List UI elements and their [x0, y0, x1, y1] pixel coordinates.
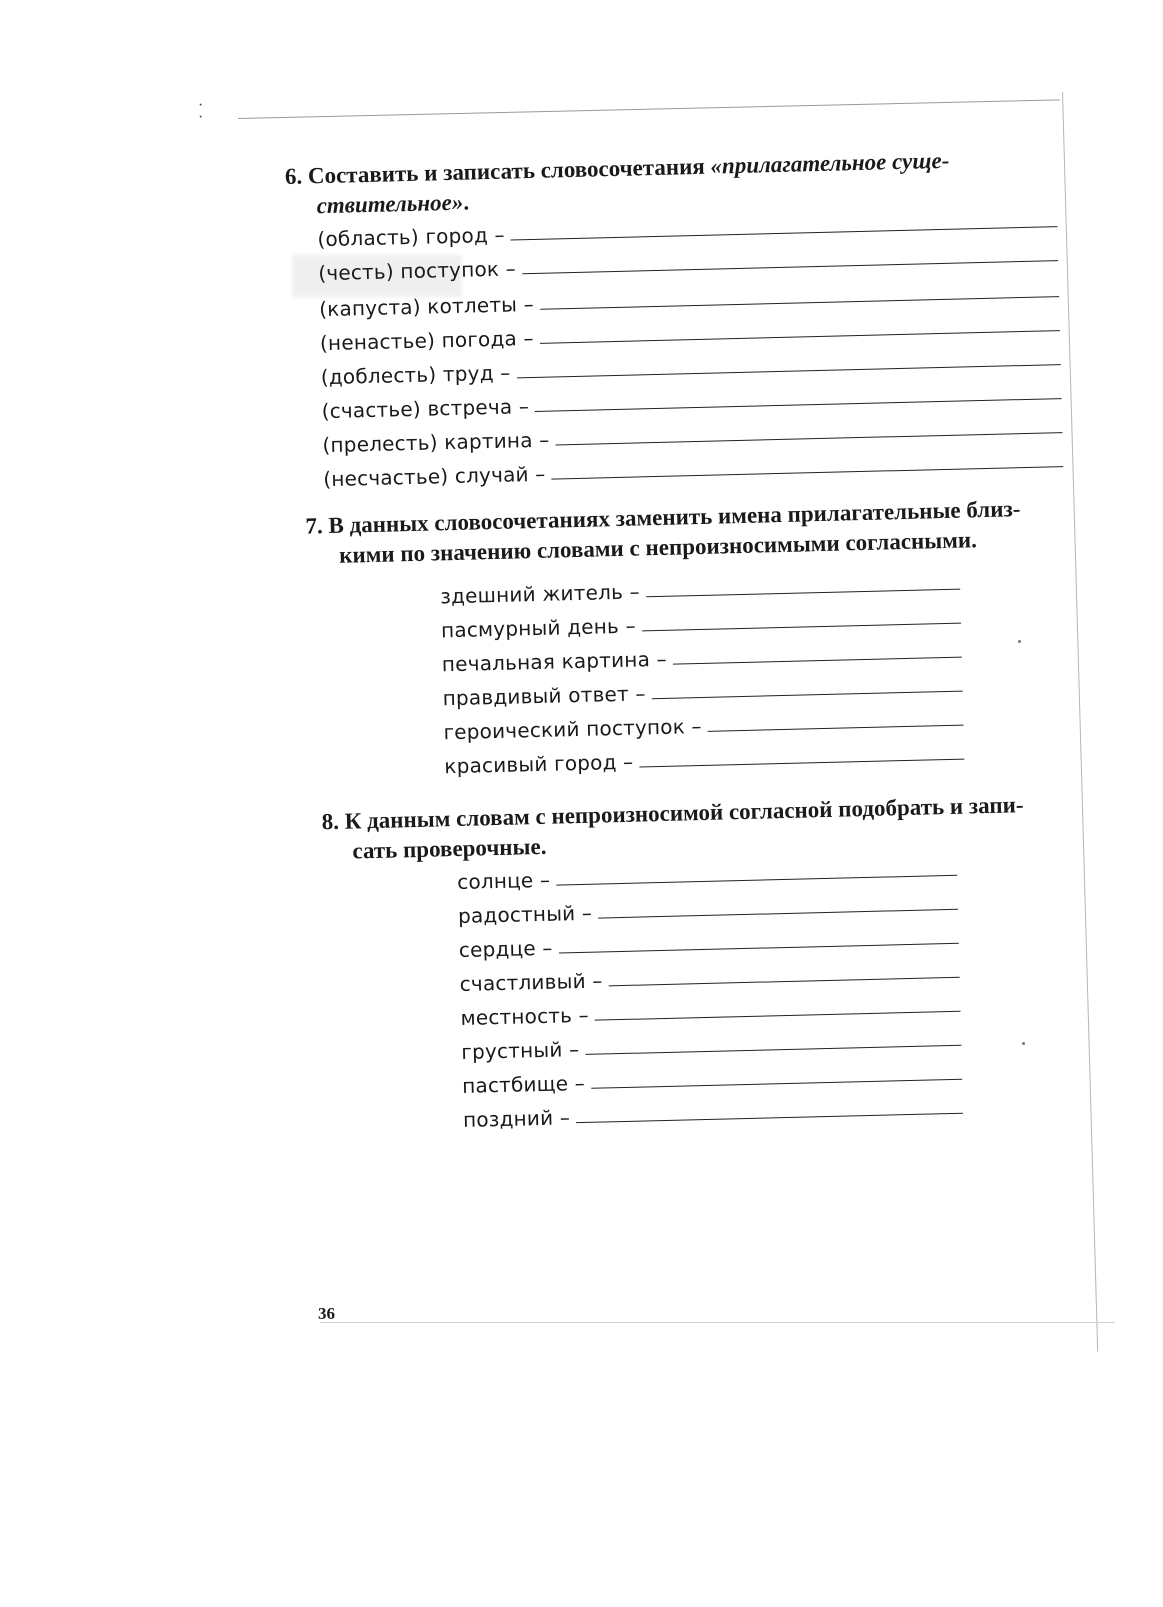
task8-item-label: счастливый – [459, 968, 603, 996]
task7-item-label: пасмурный день – [440, 613, 637, 643]
task7-item-label: правдивый ответ – [442, 681, 646, 711]
task8-item-label: пастбище – [461, 1070, 586, 1098]
task6-item-label: (счастье) встреча – [321, 394, 530, 424]
task8-item [459, 926, 959, 962]
answer-line[interactable] [598, 909, 958, 919]
task6-item-label: (ненастье) погода – [319, 325, 534, 356]
answer-line[interactable] [559, 943, 959, 954]
task7-item [440, 572, 960, 609]
task8-heading-cont: сать проверочные. [352, 833, 547, 864]
answer-line[interactable] [585, 1045, 961, 1055]
task7-item [442, 674, 962, 711]
task8-item [457, 858, 957, 894]
answer-line[interactable] [540, 330, 1060, 344]
task8-item-label: поздний – [462, 1105, 571, 1132]
task6-heading [285, 143, 1066, 192]
answer-line[interactable] [595, 1011, 961, 1021]
task7-heading-cont: кими по значению словами с непроизносимыми согласными. [338, 527, 978, 568]
task8-item [460, 994, 960, 1030]
answer-line[interactable] [540, 296, 1059, 310]
scan-speck [1022, 1042, 1025, 1045]
scan-speck [1018, 640, 1021, 643]
task7-item-label: героический поступок – [443, 713, 703, 745]
task6-item-label: (доблесть) труд – [320, 360, 511, 390]
answer-line[interactable] [642, 623, 961, 632]
answer-line[interactable] [673, 657, 962, 665]
task8-item [459, 960, 959, 996]
scan-mark: · · [198, 97, 204, 126]
task6-text: Составить и записать словосочетания [307, 153, 706, 189]
task7-item-label: печальная картина – [441, 646, 668, 677]
task6-italic: «прилагательное суще- [710, 147, 950, 179]
task7-item-label: здешний житель – [439, 579, 641, 609]
answer-line[interactable] [511, 226, 1058, 240]
answer-line[interactable] [708, 725, 964, 732]
task6-number: 6. [284, 163, 303, 189]
task8-item [461, 1028, 961, 1064]
answer-line[interactable] [517, 364, 1061, 378]
answer-line[interactable] [591, 1079, 962, 1089]
task8-item [462, 1062, 962, 1098]
task8-item [458, 892, 958, 928]
answer-line[interactable] [639, 759, 964, 768]
task8-item-label: местность – [460, 1002, 590, 1030]
answer-line[interactable] [522, 260, 1058, 274]
task8-item-label: грустный – [461, 1037, 580, 1064]
task7-item [444, 742, 964, 779]
answer-line[interactable] [576, 1113, 963, 1123]
task6-item-label: (честь) поступок – [317, 256, 517, 286]
task7-item [441, 606, 961, 643]
answer-line[interactable] [609, 977, 960, 987]
answer-line[interactable] [652, 691, 963, 700]
task6-heading-cont [316, 188, 469, 222]
task8-heading: 8. К данным словам с непроизносимой согласной подобрать и запи- [321, 792, 1024, 835]
task6-item-label: (капуста) котлеты – [318, 291, 535, 322]
answer-line[interactable] [646, 589, 960, 598]
task8-item [463, 1096, 963, 1132]
task8-item-label: сердце – [458, 935, 553, 962]
task6-item-label: (несчастье) случай – [323, 461, 546, 492]
task6-period: . [462, 189, 470, 215]
answer-line[interactable] [535, 398, 1061, 412]
answer-line[interactable] [556, 875, 957, 886]
task8-item-label: солнце – [456, 867, 551, 894]
task8-item-label: радостный – [457, 900, 593, 928]
task6-item [318, 243, 1058, 285]
task7-item [442, 640, 962, 677]
task7-item [443, 708, 963, 745]
task7-item-label: красивый город – [444, 749, 634, 779]
task6-italic2: ствительное» [316, 189, 464, 219]
task6-item [323, 449, 1063, 491]
page-number: 36 [318, 1304, 335, 1323]
task6-item-label: (область) город – [317, 222, 505, 252]
task6-item-label: (прелесть) картина – [322, 427, 550, 458]
answer-line[interactable] [552, 466, 1064, 480]
task7-heading: 7. В данных словосочетаниях заменить имена прилагательные близ- [305, 496, 1021, 539]
answer-line[interactable] [555, 432, 1062, 445]
